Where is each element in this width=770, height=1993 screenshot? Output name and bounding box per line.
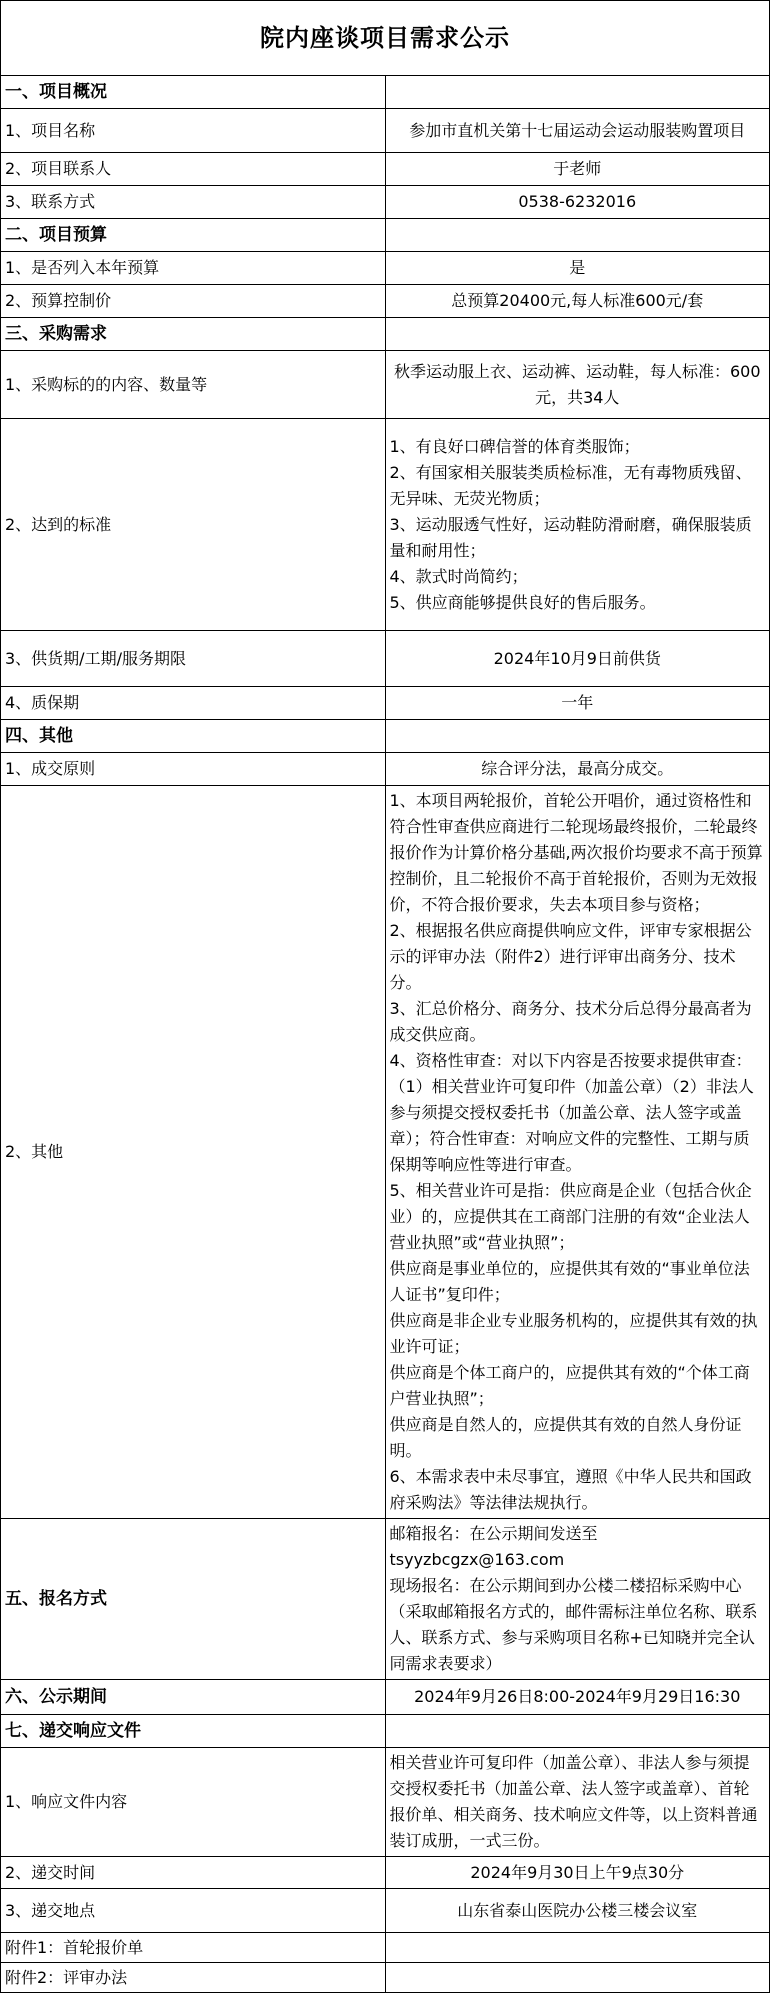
contact-phone-label: 3、联系方式 (1, 186, 386, 219)
contact-person-value: 于老师 (385, 153, 770, 186)
budget-control-label: 2、预算控制价 (1, 285, 386, 318)
other-item: 1、本项目两轮报价，首轮公开唱价，通过资格性和符合性审查供应商进行二轮现场最终报价，二轮最终报价作为计算价格分基础,两次报价均要求不高于预算控制价，且二轮报价不高于首轮报价，否则为无效报价，不符合报价要求，失去本项目参与资格； (389, 791, 763, 914)
other-list (385, 786, 770, 1519)
warranty-label: 4、质保期 (1, 687, 386, 720)
other-item: 6、本需求表中未尽事宜，遵照《中华人民共和国政府采购法》等法律法规执行。 (389, 1467, 752, 1512)
page-title: 院内座谈项目需求公示 (1, 1, 770, 76)
registration-item: （采取邮箱报名方式的，邮件需标注单位名称、联系人、联系方式、参与采购项目名称+已知晓并完全认同需求表要求） (389, 1602, 758, 1673)
section-header-submission: 七、递交响应文件 (1, 1715, 386, 1748)
submission-time-label: 2、递交时间 (1, 1857, 386, 1889)
response-content-value: 相关营业许可复印件（加盖公章）、非法人参与须提交授权委托书（加盖公章、法人签字或盖章）、首轮报价单、相关商务、技术响应文件等，以上资料普通装订成册，一式三份。 (385, 1748, 770, 1857)
budget-included-label: 1、是否列入本年预算 (1, 252, 386, 285)
section-header-requirements: 三、采购需求 (1, 318, 386, 351)
registration-list (385, 1519, 770, 1680)
other-item: 3、汇总价格分、商务分、技术分后总得分最高者为成交供应商。 (389, 999, 752, 1044)
section-header-publicity-period: 六、公示期间 (1, 1680, 386, 1715)
deal-principle-label: 1、成交原则 (1, 753, 386, 786)
response-content-label: 1、响应文件内容 (1, 1748, 386, 1857)
content-quantity-label: 1、采购标的的内容、数量等 (1, 351, 386, 419)
budget-included-value: 是 (385, 252, 770, 285)
registration-item: 邮箱报名：在公示期间发送至tsyyzbcgzx@163.com (389, 1524, 598, 1569)
standard-item: 3、运动服透气性好，运动鞋防滑耐磨，确保服装质量和耐用性； (389, 514, 752, 560)
submission-place-label: 3、递交地点 (1, 1889, 386, 1933)
budget-control-value: 总预算20400元,每人标准600元/套 (385, 285, 770, 318)
section-header-budget: 二、项目预算 (1, 219, 386, 252)
other-item: 4、资格性审查：对以下内容是否按要求提供审查：（1）相关营业许可复印件（加盖公章）（2）非法人参与须提交授权委托书（加盖公章、法人签字或盖章）；符合性审查：对响应文件的完整性、工期与质保期等响应性等进行审查。 (389, 1051, 754, 1174)
other-item: 供应商是个体工商户的，应提供其有效的“个体工商户营业执照”； (389, 1363, 750, 1408)
standard-item: 2、有国家相关服装类质检标准，无有毒物质残留、无异味、无荧光物质； (389, 462, 752, 508)
other-item: 供应商是事业单位的，应提供其有效的“事业单位法人证书”复印件； (389, 1259, 750, 1304)
standard-item: 1、有良好口碑信誉的体育类服饰； (389, 436, 640, 456)
standard-label: 2、达到的标准 (1, 419, 386, 631)
attachment-1-label: 附件1：首轮报价单 (1, 1933, 386, 1963)
warranty-value: 一年 (385, 687, 770, 720)
registration-item: 现场报名：在公示期间到办公楼二楼招标采购中心 (389, 1576, 742, 1595)
deal-principle-value: 综合评分法，最高分成交。 (385, 753, 770, 786)
standard-item: 5、供应商能够提供良好的售后服务。 (389, 592, 656, 612)
submission-time-value: 2024年9月30日上午9点30分 (385, 1857, 770, 1889)
other-item: 2、根据报名供应商提供响应文件，评审专家根据公示的评审办法（附件2）进行评审出商务分、技术分。 (389, 921, 752, 992)
delivery-period-label: 3、供货期/工期/服务期限 (1, 631, 386, 687)
project-name-label: 1、项目名称 (1, 109, 386, 153)
attachment-2-label: 附件2：评审办法 (1, 1963, 386, 1993)
publicity-period-value: 2024年9月26日8:00-2024年9月29日16:30 (385, 1680, 770, 1715)
other-item: 5、相关营业许可是指：供应商是企业（包括合伙企业）的，应提供其在工商部门注册的有效“企业法人营业执照”或“营业执照”； (389, 1181, 752, 1252)
contact-phone-value: 0538-6232016 (385, 186, 770, 219)
project-name-value: 参加市直机关第十七届运动会运动服装购置项目 (385, 109, 770, 153)
delivery-period-value: 2024年10月9日前供货 (385, 631, 770, 687)
section-header-other: 四、其他 (1, 720, 386, 753)
section-header-overview: 一、项目概况 (1, 76, 386, 109)
other-label: 2、其他 (1, 786, 386, 1519)
standard-item: 4、款式时尚简约； (389, 566, 528, 586)
submission-place-value: 山东省泰山医院办公楼三楼会议室 (385, 1889, 770, 1933)
contact-person-label: 2、项目联系人 (1, 153, 386, 186)
content-quantity-value: 秋季运动服上衣、运动裤、运动鞋，每人标准：600元，共34人 (385, 351, 770, 419)
section-header-registration: 五、报名方式 (1, 1519, 386, 1680)
other-item: 供应商是非企业专业服务机构的，应提供其有效的执业许可证； (389, 1311, 758, 1356)
other-item: 供应商是自然人的，应提供其有效的自然人身份证明。 (389, 1415, 742, 1460)
standard-list (385, 419, 770, 631)
